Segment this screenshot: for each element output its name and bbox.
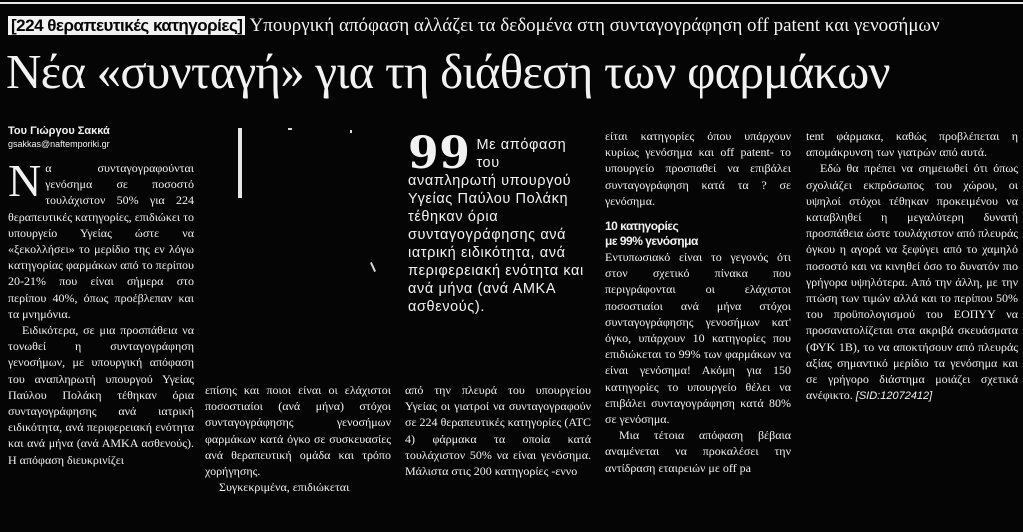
column-4-paragraph-2: Εντυπωσιακό είναι το γεγονός ότι στον σχετικό πίνακα που περιγράφονται οι ελάχιστοι ποσοστιαίοι ανά μήνα στόχοι συνταγογράφησης γενοσήμων κατ' όγκο, υπάρχουν 10 κατηγορίες που επιδιώκεται το 99% των φαρμάκων να είναι γενόσημα! Ακόμη για 150 κατηγορίες το υπουργείο θέλει να επιβάλει συνταγογράφηση κατά 80% σε γενόσημα. <box>605 250 791 427</box>
story-id: [SID:12072412] <box>855 390 933 403</box>
article-kicker <box>8 14 1018 38</box>
column-3-paragraph-1: από την πλευρά του υπουργείου Υγείας οι γιατροί να συνταγογραφούν σε 224 θεραπευτικές κατηγορίες (ATC 4) φάρμακα τα οποία κατά τουλάχιστον 50% να είναι γενόσημα. Μάλιστα στις 200 κατηγορίες -εννο <box>405 383 591 479</box>
drop-cap: Ν <box>8 160 42 206</box>
byline-email: gsakkas@naftemporiki.gr <box>8 139 110 149</box>
column-5-text-2: Εδώ θα πρέπει να σημειωθεί ότι όπως σχολιάζει εκπρόσωπος του χώρου, οι υψηλοί στόχοι τέθηκαν προκειμένου να καταβληθεί η μεγαλύτερη δυνατή προσπάθεια ώστε τουλάχιστον από πλευράς όγκου η αγορά να ξεφύγει από το χαμηλό ποσοστό και να κινηθεί όσο το δυνατόν πιο γρήγορα υψηλότερα. Από την άλλη, με την πτώση των τιμών αλλά και το περίπου 50% του προϋπολογισμού του ΕΟΠΥΥ να προσανατολίζεται στα ακριβά σκευάσματα (ΦΥΚ 1Β), το να αποκτήσουν από πλευράς αξίας σημαντικό μερίδιο τα γενόσημα και σε γρήγορο διάστημα μοιάζει σχετικά ανέφικτο. <box>806 161 1018 403</box>
article-column-5 <box>806 128 1018 532</box>
byline-author: Του Γιώργου Σακκά <box>8 125 110 137</box>
article-column-4 <box>605 128 791 532</box>
article-column-3 <box>405 382 591 532</box>
kicker-text: Υπουργική απόφαση αλλάζει τα δεδομένα στη συνταγογράφηση off patent και γενοσήμων <box>245 15 940 36</box>
image-speck <box>288 128 292 130</box>
column-5-paragraph-1: tent φάρμακα, καθώς προβλέπεται η απομάκρυνση των γιατρών από αυτά. <box>806 129 1018 160</box>
pull-quote <box>408 128 592 356</box>
top-rule <box>0 2 1023 4</box>
column-1-text-1: α συνταγογραφούνται γενόσημα σε ποσοστό τουλάχιστον 50% για 224 θεραπευτικές κατηγορίες, επιδιώκει το υπουργείο Υγείας ώστε να «ξεκολλήσει» το μερίδιο της εν λόγω κατηγορίας φαρμάκων από το περίπου 20-21% που είναι σήμερα στο περίπου 40%, όπως προέβλεπαν και τα μνημόνια. <box>8 161 194 321</box>
article-column-1 <box>8 160 194 532</box>
column-4-paragraph-1: είται κατηγορίες όπου υπάρχουν κυρίως γενόσημα και off patent- το υπουργείο προσπαθεί να επιβάλει συνταγογράφηση κατά τα ? σε γενόσημα. <box>605 129 791 208</box>
column-4-paragraph-3: Μια τέτοια απόφαση βέβαια αναμένεται να προκαλέσει την αντίδραση εταιρειών με off pa <box>605 428 791 475</box>
kicker-tag: [224 θεραπευτικές κατηγορίες] <box>8 16 245 35</box>
photo-area <box>205 128 395 373</box>
article-headline: Νέα «συνταγή» για τη διάθεση των φαρμάκων <box>6 44 890 99</box>
column-2-paragraph-2: Συγκεκριμένα, επιδιώκεται <box>219 480 350 495</box>
column-2-paragraph-1: επίσης και ποιοι είναι οι ελάχιστοι ποσοστιαίοι (ανά μήνα) στόχοι συνταγογράφησης γενοσήμων φαρμάκων κατά όγκο σε συσκευασίες ανά θεραπευτική ομάδα και τρόπο χορήγησης. <box>205 383 391 479</box>
column-1-paragraph-2: Ειδικότερα, σε μια προσπάθεια να τονωθεί η συνταγογράφηση γενοσήμων, με υπουργική απόφαση του αναπληρωτή υπουργού Υγείας Παύλου Πολάκη τέθηκαν όρια συνταγογράφησης ανά ιατρική ειδικότητα, ανά περιφερειακή ενότητα και ανά μήνα (ανά ΑΜΚΑ ασθενούς). Η απόφαση διευκρινίζει <box>8 323 194 467</box>
byline <box>8 124 208 150</box>
subheading-line-2: με 99% γενόσημα <box>605 234 698 249</box>
quote-mark-icon: 99 <box>408 128 471 179</box>
column-5-paragraph-2 <box>806 160 1018 404</box>
image-fragment <box>238 128 242 198</box>
pull-quote-text: Με απόφαση του αναπληρωτή υπουργού Υγείας Παύλου Πολάκη τέθηκαν όρια συνταγογράφησης ανά ιατρική ειδικότητα, ανά περιφερειακή ενότητα και ανά μήνα (ανά ΑΜΚΑ ασθενούς). <box>408 137 584 315</box>
subheading-line-1: 10 κατηγορίες <box>605 219 679 234</box>
column-1-paragraph-1 <box>8 160 194 322</box>
article-column-2 <box>205 382 391 532</box>
image-speck <box>350 130 352 133</box>
